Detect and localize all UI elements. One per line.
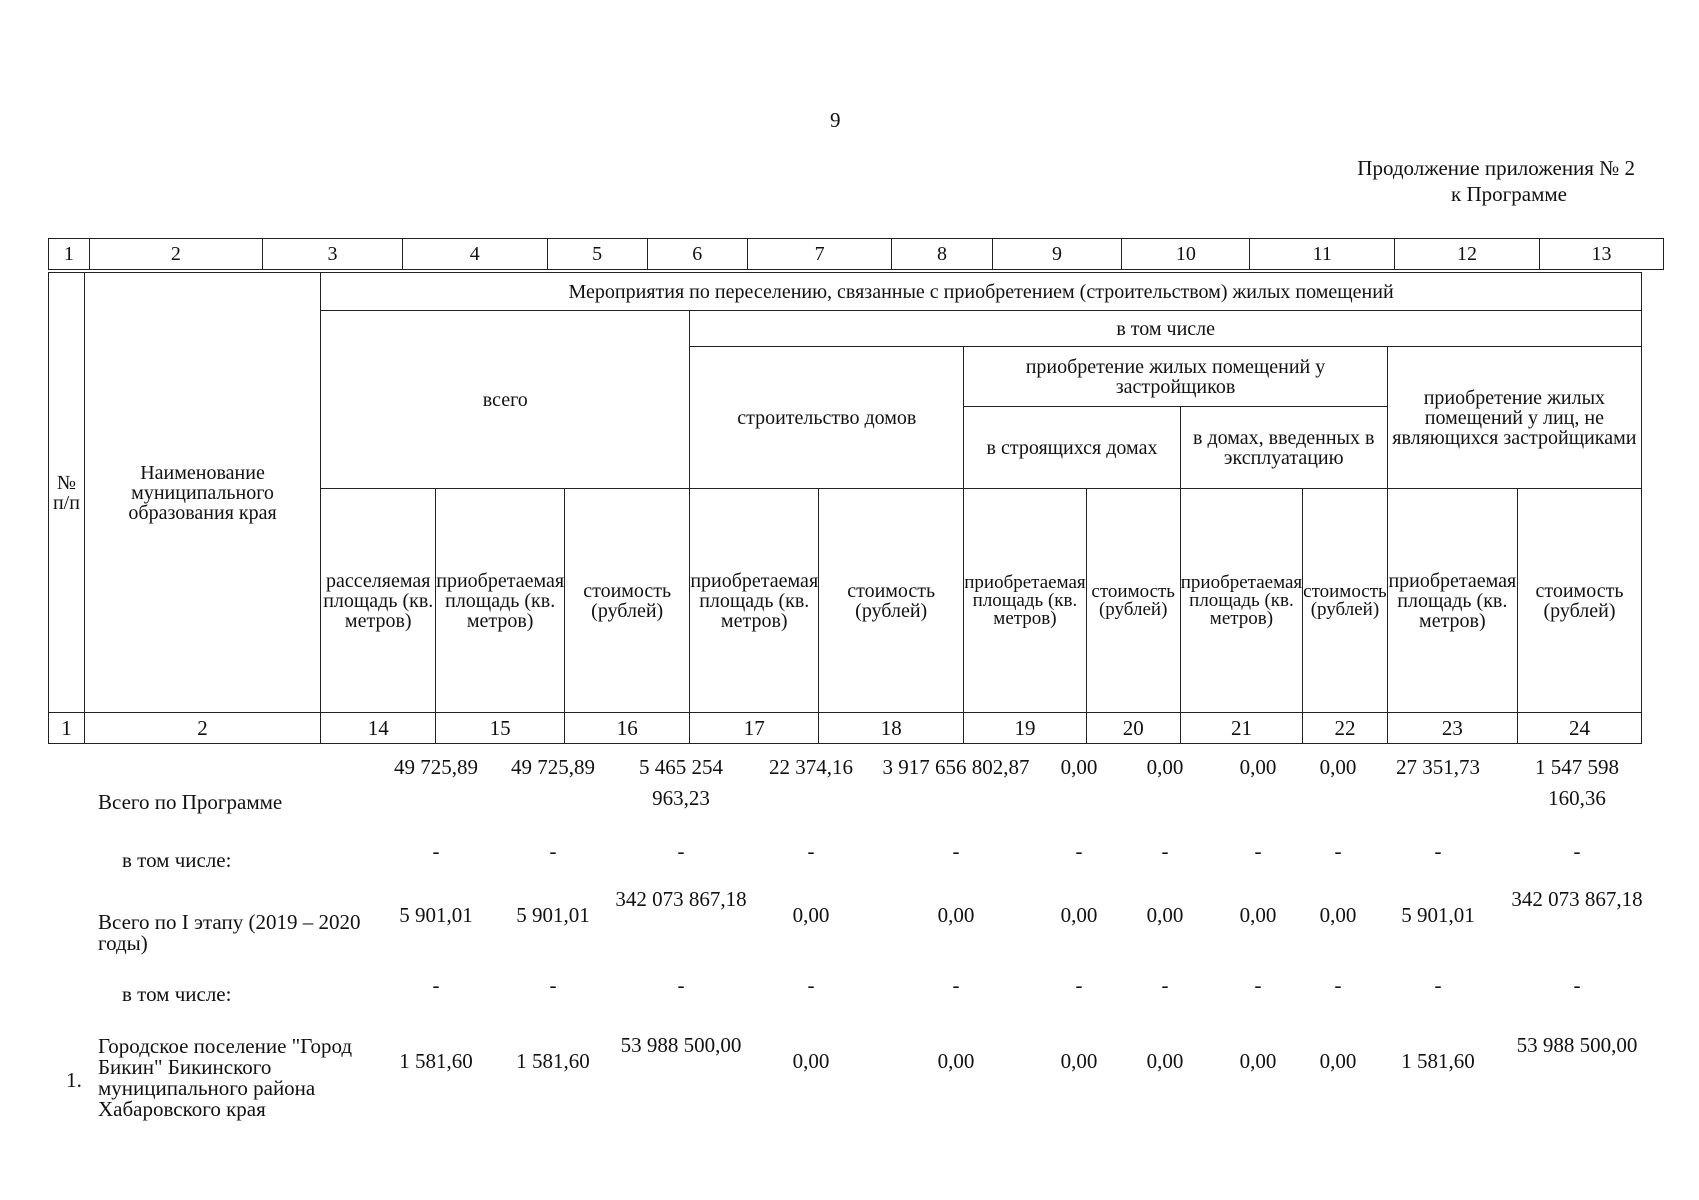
colnum-cell: 16 bbox=[565, 713, 690, 744]
table-cell: 1 581,60 bbox=[516, 1049, 590, 1073]
colnum-cell: 22 bbox=[1303, 713, 1388, 744]
colnum-cell: 1 bbox=[49, 713, 85, 744]
table-cell: 0,00 bbox=[1239, 1049, 1277, 1073]
top-num-cell: 3 bbox=[263, 239, 403, 270]
top-num-cell: 9 bbox=[992, 239, 1122, 270]
table-cell: 49 725,89 bbox=[394, 755, 478, 779]
top-num-cell: 8 bbox=[892, 239, 992, 270]
table-cell: 1 547 598 160,36 bbox=[1535, 755, 1619, 810]
table-cell: 5 901,01 bbox=[399, 903, 473, 927]
row-number: 1. bbox=[66, 1068, 82, 1092]
row-name: Всего по I этапу (2019 – 2020 годы) bbox=[98, 910, 361, 955]
header-name: Наименование муниципального образования края bbox=[84, 273, 320, 713]
header-col20: стоимость (рублей) bbox=[1086, 489, 1180, 713]
table-cell: 53 988 500,00 bbox=[1516, 1033, 1638, 1057]
top-num-cell: 4 bbox=[402, 239, 547, 270]
table-cell: 0,00 bbox=[1146, 903, 1184, 927]
table-cell: - bbox=[549, 973, 557, 997]
table-cell: 22 374,16 bbox=[769, 755, 853, 779]
table-cell: 0,00 bbox=[1060, 755, 1098, 779]
colnum-cell: 18 bbox=[819, 713, 964, 744]
header-incl: в том числе bbox=[690, 311, 1642, 347]
table-cell: - bbox=[1334, 973, 1342, 997]
header-num: № п/п bbox=[49, 273, 85, 713]
table-cell: 3 917 656 802,87 bbox=[882, 755, 1030, 779]
header-construction: строительство домов bbox=[690, 347, 964, 489]
colnum-cell: 24 bbox=[1517, 713, 1641, 744]
table-cell: 0,00 bbox=[792, 1049, 830, 1073]
row-name: Городское поселение "Город Бикин" Бикинского муниципального района Хабаровского края bbox=[98, 1034, 353, 1121]
table-cell: 0,00 bbox=[1060, 903, 1098, 927]
header-col21: приобретаемая площадь (кв. метров) bbox=[1180, 489, 1302, 713]
header-measures: Мероприятия по переселению, связанные с приобретением (строительством) жилых помещений bbox=[321, 273, 1642, 311]
table-cell: - bbox=[952, 839, 960, 863]
row-name: в том числе: bbox=[122, 982, 232, 1006]
table-cell: 0,00 bbox=[1319, 1049, 1357, 1073]
table-cell: - bbox=[952, 973, 960, 997]
header-developers: приобретение жилых помещений у застройщиков bbox=[964, 347, 1387, 407]
table-cell: 53 988 500,00 bbox=[620, 1033, 742, 1057]
table-cell: 0,00 bbox=[1319, 755, 1357, 779]
table-cell: - bbox=[807, 839, 815, 863]
header-col14: расселяемая площадь (кв. метров) bbox=[321, 489, 436, 713]
table-cell: 342 073 867,18 bbox=[1511, 887, 1643, 911]
header-col18: стоимость (рублей) bbox=[819, 489, 964, 713]
header-col19: приобретаемая площадь (кв. метров) bbox=[964, 489, 1086, 713]
top-num-cell: 7 bbox=[747, 239, 892, 270]
table-cell: - bbox=[1161, 839, 1169, 863]
header-commissioned: в домах, введенных в эксплуатацию bbox=[1180, 407, 1387, 489]
table-cell: 0,00 bbox=[1146, 755, 1184, 779]
table-cell: - bbox=[1434, 973, 1442, 997]
colnum-cell: 15 bbox=[436, 713, 565, 744]
table-cell: - bbox=[1434, 839, 1442, 863]
table-cell: - bbox=[432, 839, 440, 863]
table-cell: 0,00 bbox=[1239, 903, 1277, 927]
table-cell: - bbox=[807, 973, 815, 997]
table-cell: - bbox=[677, 973, 685, 997]
table-cell: - bbox=[1254, 839, 1262, 863]
header-col22: стоимость (рублей) bbox=[1303, 489, 1388, 713]
appendix-line-1: Продолжение приложения № 2 bbox=[1357, 156, 1635, 180]
header-col23: приобретаемая площадь (кв. метров) bbox=[1387, 489, 1517, 713]
table-cell: 5 901,01 bbox=[516, 903, 590, 927]
colnum-cell: 21 bbox=[1180, 713, 1302, 744]
colnum-cell: 14 bbox=[321, 713, 436, 744]
table-cell: 0,00 bbox=[792, 903, 830, 927]
colnum-cell: 20 bbox=[1086, 713, 1180, 744]
top-num-cell: 11 bbox=[1250, 239, 1395, 270]
table-cell: 49 725,89 bbox=[511, 755, 595, 779]
header-col24: стоимость (рублей) bbox=[1517, 489, 1641, 713]
table-cell: 0,00 bbox=[1146, 1049, 1184, 1073]
table-cell: 5 465 254 963,23 bbox=[639, 755, 723, 810]
row-name: в том числе: bbox=[122, 848, 232, 872]
top-num-cell: 1 bbox=[49, 239, 90, 270]
page-number: 9 bbox=[830, 108, 841, 132]
table-cell: - bbox=[1573, 973, 1581, 997]
table-cell: 5 901,01 bbox=[1401, 903, 1475, 927]
header-under-construction: в строящихся домах bbox=[964, 407, 1181, 489]
table-cell: 0,00 bbox=[1239, 755, 1277, 779]
top-num-cell: 10 bbox=[1122, 239, 1250, 270]
table-cell: - bbox=[1254, 973, 1262, 997]
top-num-cell: 2 bbox=[89, 239, 262, 270]
colnum-cell: 2 bbox=[84, 713, 320, 744]
table-cell: 342 073 867,18 bbox=[615, 887, 747, 911]
table-cell: - bbox=[1334, 839, 1342, 863]
top-num-cell: 13 bbox=[1539, 239, 1663, 270]
top-num-cell: 12 bbox=[1395, 239, 1540, 270]
table-cell: 0,00 bbox=[1060, 1049, 1098, 1073]
table-cell: - bbox=[432, 973, 440, 997]
table-cell: - bbox=[1075, 973, 1083, 997]
row-name: Всего по Программе bbox=[98, 790, 283, 814]
table-cell: - bbox=[677, 839, 685, 863]
table-cell: 1 581,60 bbox=[399, 1049, 473, 1073]
header-col15: приобретаемая площадь (кв. метров) bbox=[436, 489, 565, 713]
appendix-line-2: к Программе bbox=[1451, 182, 1567, 206]
colnum-cell: 17 bbox=[690, 713, 819, 744]
header-non-developers: приобретение жилых помещений у лиц, не являющихся застройщиками bbox=[1387, 347, 1641, 489]
table-cell: 0,00 bbox=[937, 903, 975, 927]
top-num-cell: 6 bbox=[647, 239, 747, 270]
table-cell: 27 351,73 bbox=[1396, 755, 1480, 779]
top-num-cell: 5 bbox=[547, 239, 647, 270]
colnum-cell: 19 bbox=[964, 713, 1086, 744]
table-cell: 0,00 bbox=[1319, 903, 1357, 927]
header-col16: стоимость (рублей) bbox=[565, 489, 690, 713]
table-cell: - bbox=[1573, 839, 1581, 863]
table-cell: - bbox=[1161, 973, 1169, 997]
table-cell: - bbox=[549, 839, 557, 863]
colnum-cell: 23 bbox=[1387, 713, 1517, 744]
table-cell: 1 581,60 bbox=[1401, 1049, 1475, 1073]
table-cell: 0,00 bbox=[937, 1049, 975, 1073]
table-cell: - bbox=[1075, 839, 1083, 863]
header-total: всего bbox=[321, 311, 690, 489]
header-col17: приобретаемая площадь (кв. метров) bbox=[690, 489, 819, 713]
